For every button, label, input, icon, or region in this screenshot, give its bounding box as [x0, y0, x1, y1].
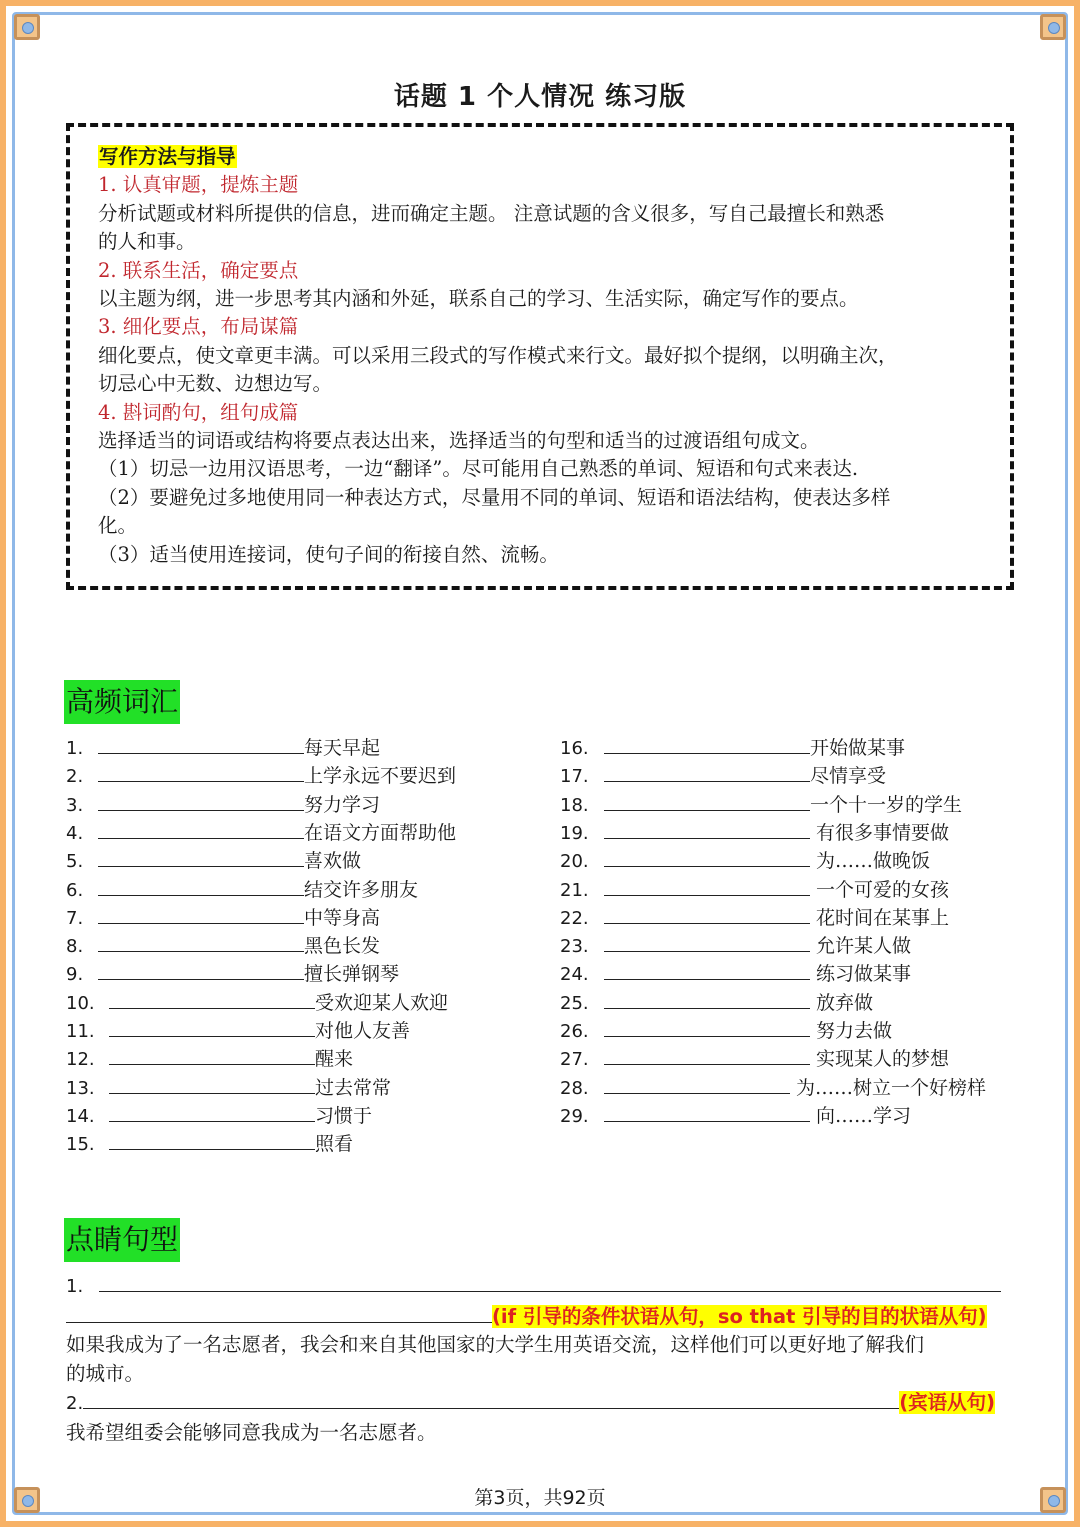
- guide-section-title: 4. 斟词酌句，组句成篇: [98, 400, 299, 424]
- vocab-item: [66, 1101, 372, 1129]
- answer-blank[interactable]: [604, 1016, 810, 1037]
- grammar-note: (if 引导的条件状语从句，so that 引导的目的状语从句): [492, 1304, 987, 1328]
- vocab-cn: 向……学习: [810, 1104, 912, 1127]
- guide-text: （2）要避免过多地使用同一种表达方式，尽量用不同的单词、短语和语法结构，使表达多样: [98, 485, 891, 509]
- vocab-item: [560, 875, 949, 903]
- answer-blank[interactable]: [604, 761, 810, 782]
- vocab-cn: 黑色长发: [304, 935, 381, 958]
- vocab-number: 16.: [560, 738, 589, 759]
- vocab-number: 20.: [560, 851, 589, 873]
- vocab-number: 27.: [560, 1049, 589, 1071]
- sentence-number: 2.: [66, 1393, 84, 1414]
- answer-blank[interactable]: [604, 818, 810, 839]
- vocab-cn: 上学永远不要迟到: [304, 765, 457, 788]
- answer-blank[interactable]: [604, 988, 810, 1009]
- answer-blank[interactable]: [604, 875, 810, 896]
- vocab-cn: 有很多事情要做: [810, 821, 950, 844]
- vocab-cn: 努力去做: [810, 1020, 893, 1042]
- vocab-cn: 擅长弹钢琴: [304, 963, 400, 986]
- vocab-item: [66, 1044, 353, 1072]
- vocab-item: [560, 846, 930, 874]
- vocab-item: [66, 790, 380, 818]
- answer-blank[interactable]: [604, 1044, 810, 1065]
- vocab-cn: 实现某人的梦想: [810, 1048, 950, 1071]
- vocab-number: 14.: [66, 1105, 95, 1127]
- answer-blank[interactable]: [109, 1016, 315, 1037]
- vocab-number: 8.: [66, 936, 84, 958]
- vocab-item: [66, 761, 456, 789]
- vocab-number: 29.: [560, 1105, 589, 1127]
- grammar-note: (宾语从句): [899, 1391, 996, 1414]
- vocab-item: [66, 733, 380, 761]
- answer-blank[interactable]: [604, 903, 810, 924]
- vocab-item: [66, 988, 448, 1016]
- answer-line[interactable]: [83, 1388, 899, 1409]
- sentence-cn: 我希望组委会能够同意我成为一名志愿者。: [66, 1420, 437, 1444]
- answer-blank[interactable]: [98, 903, 304, 924]
- vocab-cn: 对他人友善: [315, 1020, 411, 1042]
- answer-blank[interactable]: [604, 1101, 810, 1122]
- vocab-cn: 尽情享受: [810, 765, 887, 788]
- vocab-number: 7.: [66, 907, 84, 929]
- vocab-cn: 中等身高: [304, 906, 381, 929]
- vocab-number: 12.: [66, 1049, 95, 1071]
- vocab-number: 23.: [560, 936, 589, 958]
- sentence-cn: 的城市。: [66, 1361, 145, 1385]
- vocab-item: [66, 903, 380, 931]
- vocab-number: 4.: [66, 822, 84, 844]
- vocab-item: [560, 761, 886, 789]
- page-footer: 第3页，共92页: [474, 1487, 606, 1509]
- vocab-number: 15.: [66, 1134, 95, 1156]
- vocab-cn: 一个十一岁的学生: [810, 793, 963, 816]
- vocab-item: [560, 733, 905, 761]
- vocab-cn: 受欢迎某人欢迎: [315, 991, 449, 1014]
- vocab-cn: 一个可爱的女孩: [810, 878, 950, 901]
- sentence-cn: 如果我成为了一名志愿者，我会和来自其他国家的大学生用英语交流，这样他们可以更好地了解我们: [66, 1333, 925, 1356]
- vocab-item: [66, 931, 380, 959]
- answer-blank[interactable]: [98, 761, 304, 782]
- vocab-number: 5.: [66, 851, 84, 873]
- answer-blank[interactable]: [109, 1101, 315, 1122]
- vocab-cn: 花时间在某事上: [810, 906, 950, 929]
- sentence-number: 1.: [66, 1276, 84, 1297]
- guide-text: 分析试题或材料所提供的信息，进而确定主题。 注意试题的含义很多，写自己最擅长和熟悉: [98, 201, 885, 225]
- answer-blank[interactable]: [604, 733, 810, 754]
- vocab-item: [560, 1044, 949, 1072]
- vocab-cn: 喜欢做: [304, 850, 362, 873]
- vocab-number: 26.: [560, 1021, 589, 1042]
- vocab-item: [560, 903, 949, 931]
- guide-section-title: 3. 细化要点，布局谋篇: [98, 315, 299, 339]
- vocab-number: 13.: [66, 1077, 95, 1099]
- answer-blank[interactable]: [109, 988, 315, 1009]
- answer-blank[interactable]: [604, 931, 810, 952]
- vocab-number: 3.: [66, 794, 84, 816]
- vocab-cn: 过去常常: [315, 1076, 392, 1099]
- vocab-cn: 照看: [315, 1133, 354, 1156]
- vocab-item: [560, 931, 911, 959]
- vocab-item: [560, 1101, 911, 1129]
- vocab-number: 18.: [560, 794, 589, 816]
- vocab-number: 19.: [560, 822, 589, 844]
- guide-text: 细化要点，使文章更丰满。可以采用三段式的写作模式来行文。最好拟个提纲，以明确主次，: [98, 343, 898, 367]
- vocab-item: [66, 959, 399, 987]
- answer-blank[interactable]: [604, 790, 810, 811]
- guide-text: 切忌心中无数、边想边写。: [98, 372, 333, 396]
- vocab-item: [560, 1016, 892, 1044]
- vocab-item: [66, 818, 456, 846]
- guide-text: 以主题为纲，进一步思考其内涵和外延，联系自己的学习、生活实际，确定写作的要点。: [98, 287, 859, 311]
- vocab-item: [66, 846, 361, 874]
- vocab-item: [66, 1016, 410, 1044]
- vocab-number: 17.: [560, 766, 589, 788]
- vocab-number: 10.: [66, 992, 95, 1014]
- answer-blank[interactable]: [604, 1073, 790, 1094]
- vocab-cn: 努力学习: [304, 793, 381, 816]
- guide-text: （3）适当使用连接词，使句子间的衔接自然、流畅。: [98, 542, 559, 566]
- vocab-number: 11.: [66, 1021, 95, 1042]
- vocab-cn: 醒来: [315, 1048, 354, 1071]
- vocab-item: [560, 959, 911, 987]
- guide-text: （1）切忌一边用汉语思考，一边“翻译”。尽可能用自己熟悉的单词、短语和句式来表达.: [98, 457, 859, 481]
- answer-blank[interactable]: [98, 818, 304, 839]
- vocab-cn: 为……做晚饭: [810, 850, 931, 873]
- answer-blank[interactable]: [98, 875, 304, 896]
- vocab-cn: 每天早起: [304, 737, 381, 759]
- guide-text: 化。: [98, 514, 138, 538]
- vocab-cn: 放弃做: [810, 991, 874, 1014]
- vocab-item: [560, 818, 949, 846]
- answer-blank[interactable]: [98, 931, 304, 952]
- vocab-cn: 为……树立一个好榜样: [790, 1076, 987, 1099]
- answer-blank[interactable]: [604, 959, 810, 980]
- vocab-cn: 开始做某事: [810, 737, 906, 759]
- answer-line[interactable]: [66, 1302, 492, 1323]
- sentence-heading: 点睛句型: [64, 1218, 180, 1262]
- answer-line[interactable]: [99, 1271, 1001, 1292]
- vocab-number: 21.: [560, 879, 589, 901]
- corner-ornament-icon: [1040, 14, 1066, 40]
- vocab-cn: 在语文方面帮助他: [304, 821, 457, 844]
- answer-blank[interactable]: [604, 846, 810, 867]
- guide-text: 的人和事。: [98, 230, 196, 254]
- vocab-number: 2.: [66, 766, 84, 788]
- answer-blank[interactable]: [98, 733, 304, 754]
- vocab-cn: 习惯于: [315, 1104, 373, 1127]
- vocab-item: [66, 1073, 391, 1101]
- corner-ornament-icon: [14, 14, 40, 40]
- answer-blank[interactable]: [98, 846, 304, 867]
- vocab-cn: 练习做某事: [810, 963, 912, 986]
- vocab-cn: 允许某人做: [810, 935, 912, 958]
- vocab-number: 6.: [66, 879, 84, 901]
- vocab-item: [66, 1129, 353, 1157]
- answer-blank[interactable]: [109, 1129, 315, 1150]
- guide-heading: 写作方法与指导: [99, 145, 236, 168]
- vocab-number: 25.: [560, 992, 589, 1014]
- answer-blank[interactable]: [98, 790, 304, 811]
- sentence-item: [66, 1271, 1016, 1447]
- answer-blank[interactable]: [98, 959, 304, 980]
- vocab-item: [560, 790, 962, 818]
- guide-section-title: 1. 认真审题，提炼主题: [98, 173, 299, 197]
- vocab-item: [560, 1073, 986, 1101]
- vocab-number: 24.: [560, 964, 589, 986]
- vocab-number: 9.: [66, 964, 84, 986]
- guide-text: 选择适当的词语或结构将要点表达出来，选择适当的句型和适当的过渡语组句成文。: [98, 429, 820, 453]
- guide-content: [98, 143, 998, 569]
- answer-blank[interactable]: [109, 1044, 315, 1065]
- vocab-number: 22.: [560, 907, 589, 929]
- guide-section-title: 2. 联系生活，确定要点: [98, 258, 299, 282]
- vocab-item: [66, 875, 418, 903]
- vocab-number: 28.: [560, 1077, 589, 1099]
- vocab-number: 1.: [66, 738, 84, 759]
- vocab-heading: 高频词汇: [64, 680, 180, 724]
- page-title: 话题 1 个人情况 练习版: [393, 82, 687, 112]
- vocab-cn: 结交许多朋友: [304, 878, 419, 901]
- answer-blank[interactable]: [109, 1073, 315, 1094]
- vocab-item: [560, 988, 873, 1016]
